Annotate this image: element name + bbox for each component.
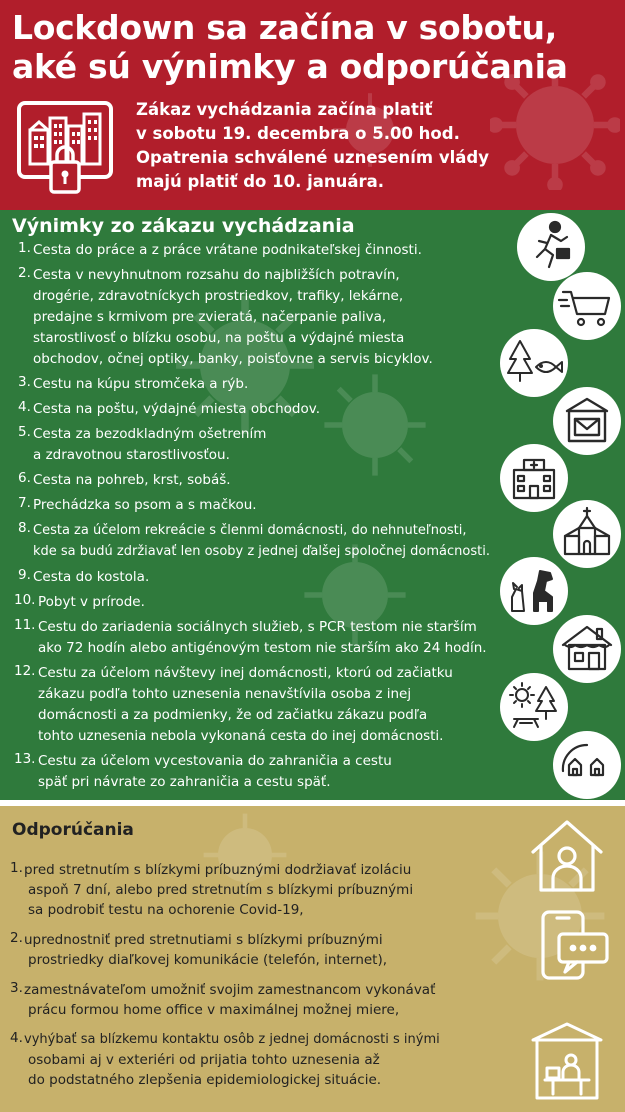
item-line: starostlivosť o blízku osobu, na poštu a výdajné miesta <box>33 330 405 346</box>
houses-abroad-icon <box>553 731 621 799</box>
exceptions-title: Výnimky zo zákazu vychádzania <box>12 215 355 237</box>
item-line: domácnosti a za podmienky, že od začiatku zákazu podľa <box>38 707 428 723</box>
item-line: prácu formou home office v maximálnej možnej miere, <box>28 1002 400 1018</box>
item-number: 8. <box>18 520 31 536</box>
title-line: Lockdown sa začína v sobotu, <box>12 8 557 47</box>
header-banner <box>0 0 625 210</box>
item-number: 4. <box>10 1030 23 1046</box>
item-line: a zdravotnou starostlivosťou. <box>33 447 230 463</box>
item-number: 7. <box>18 495 31 511</box>
item-number: 1. <box>10 860 23 876</box>
item-line: ako 72 hodín alebo antigénovým testom nie starším ako 24 hodín. <box>38 640 487 656</box>
item-line: Cestu do zariadenia sociálnych služieb, s PCR testom nie starším <box>38 619 477 635</box>
item-line: Cesta za účelom rekreácie s členmi domácnosti, do nehnuteľnosti, <box>33 523 467 538</box>
item-line: sa podrobiť testu na ochorenie Covid-19, <box>28 902 304 918</box>
item-line: zamestnávateľom umožniť svojim zamestnancom vykonávať <box>24 982 436 998</box>
recommendations-section <box>0 806 625 1112</box>
title-line: aké sú výnimky a odporúčania <box>12 47 568 86</box>
virus-decoration-icon <box>320 370 430 480</box>
item-number: 2. <box>18 265 31 281</box>
intro-line: v sobotu 19. decembra o 5.00 hod. <box>136 124 460 143</box>
item-line: Cesta na poštu, výdajné miesta obchodov. <box>33 401 320 417</box>
item-line: kde sa budú zdržiavať len osoby z jednej ďalšej spoločnej domácnosti. <box>33 544 490 559</box>
intro-line: majú platiť do 10. januára. <box>136 172 385 191</box>
item-line: Cestu za účelom návštevy inej domácnosti, ktorú od začiatku <box>38 665 453 681</box>
item-line: Cesta do práce a z práce vrátane podnikateľskej činnosti. <box>33 242 422 258</box>
item-number: 9. <box>18 567 31 583</box>
item-line: späť pri návrate zo zahraničia a cestu späť. <box>38 774 331 790</box>
item-number: 13. <box>14 751 36 767</box>
item-line: predajne s krmivom pre zvieratá, načerpanie paliva, <box>33 309 387 325</box>
item-line: do podstatného zlepšenia epidemiologickej situácie. <box>28 1072 382 1088</box>
item-line: drogérie, zdravotníckych prostriedkov, trafiky, lekárne, <box>33 288 404 304</box>
item-line: Cestu za účelom vycestovania do zahraničia a cestu <box>38 753 392 769</box>
exceptions-section <box>0 210 625 800</box>
item-line: zákazu podľa tohto uznesenia nenavštívila osoba z inej <box>38 686 412 702</box>
item-line: osobami aj v exteriéri od prijatia tohto uznesenia až <box>28 1052 380 1068</box>
page-title <box>12 8 568 86</box>
recommendations-title: Odporúčania <box>12 820 134 840</box>
item-line: tohto uznesenia nebola vykonaná cesta do inej domácnosti. <box>38 728 444 744</box>
item-number: 1. <box>18 240 31 256</box>
item-number: 3. <box>18 374 31 390</box>
item-number: 12. <box>14 663 36 679</box>
item-number: 6. <box>18 470 31 486</box>
item-line: Pobyt v prírode. <box>38 594 145 610</box>
item-number: 5. <box>18 424 31 440</box>
intro-line: Zákaz vychádzania začína platiť <box>136 100 433 119</box>
item-line: Cestu na kúpu stromčeka a rýb. <box>33 376 249 392</box>
phone-chat-icon <box>535 906 615 986</box>
person-at-home-icon <box>527 816 607 896</box>
intro-text <box>136 98 489 194</box>
home-office-icon <box>527 1020 607 1100</box>
item-line: pred stretnutím s blízkymi príbuznými dodržiavať izoláciu <box>24 862 412 878</box>
item-line: Cesta do kostola. <box>33 569 150 585</box>
running-person-icon <box>517 213 585 281</box>
item-line: prostriedky diaľkovej komunikácie (telefón, internet), <box>28 952 388 968</box>
item-number: 3. <box>10 980 23 996</box>
intro-line: Opatrenia schválené uznesením vlády <box>136 148 489 167</box>
item-number: 11. <box>14 617 36 633</box>
item-number: 4. <box>18 399 31 415</box>
item-line: Prechádzka so psom a s mačkou. <box>33 497 257 513</box>
city-lock-icon <box>16 100 114 198</box>
item-line: uprednostniť pred stretnutiami s blízkymi príbuznými <box>24 932 383 948</box>
item-line: vyhýbať sa blízkemu kontaktu osôb z jednej domácnosti s inými <box>24 1032 440 1047</box>
item-line: Cesta na pohreb, krst, sobáš. <box>33 472 231 488</box>
item-line: Cesta za bezodkladným ošetrením <box>33 426 267 442</box>
item-line: Cesta v nevyhnutnom rozsahu do najbližších potravín, <box>33 267 400 283</box>
item-line: obchodov, očnej optiky, banky, poisťovne a servis bicyklov. <box>33 351 433 367</box>
item-number: 2. <box>10 930 23 946</box>
item-line: aspoň 7 dní, alebo pred stretnutím s blízkymi príbuznými <box>28 882 414 898</box>
item-number: 10. <box>14 592 36 608</box>
